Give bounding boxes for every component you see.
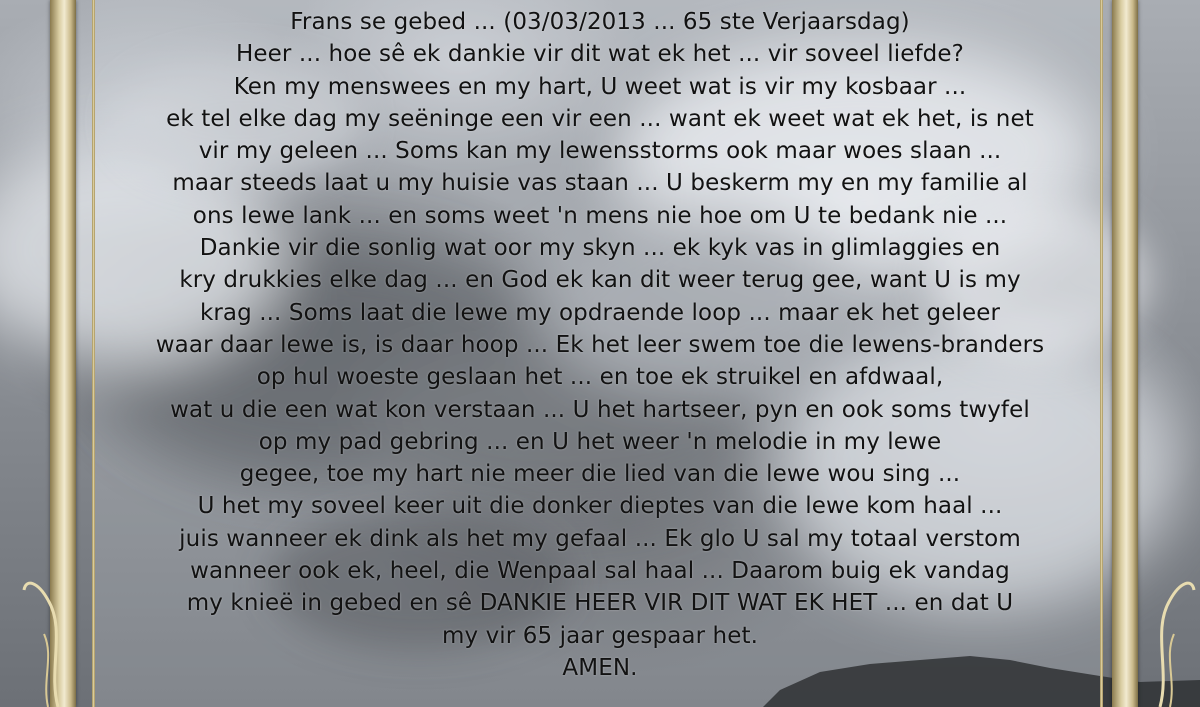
prayer-line: kry drukkies elke dag ... en God ek kan dit weer terug gee, want U is my <box>179 267 1021 294</box>
ornament-swirl-right-icon <box>1140 560 1200 707</box>
prayer-line: op my pad gebring ... en U het weer 'n melodie in my lewe <box>258 428 942 455</box>
prayer-closing: AMEN. <box>562 654 638 681</box>
prayer-line: Dankie vir die sonlig wat oor my skyn ... ek kyk vas in glimlaggies en <box>199 235 1001 262</box>
gold-border-left <box>92 0 95 707</box>
prayer-text <box>120 6 1080 684</box>
prayer-line: Ken my menswees en my hart, U weet wat is vir my kosbaar ... <box>233 73 967 100</box>
frame-post-right <box>1112 0 1138 707</box>
prayer-line: op hul woeste geslaan het ... en toe ek struikel en afdwaal, <box>256 364 944 391</box>
prayer-line: juis wanneer ek dink als het my gefaal ... Ek glo U sal my totaal verstom <box>179 525 1021 552</box>
prayer-line: wat u die een wat kon verstaan ... U het hartseer, pyn en ook soms twyfel <box>170 396 1030 423</box>
prayer-line: my vir 65 jaar gespaar het. <box>441 622 759 649</box>
prayer-line: krag ... Soms laat die lewe my opdraende loop ... maar ek het geleer <box>199 299 1001 326</box>
prayer-line: vir my geleen ... Soms kan my lewensstorms ook maar woes slaan ... <box>198 138 1002 165</box>
prayer-line: U het my soveel keer uit die donker dieptes van die lewe kom haal ... <box>197 493 1003 520</box>
prayer-line: maar steeds laat u my huisie vas staan ... U beskerm my en my familie al <box>172 170 1028 197</box>
prayer-line: wanneer ook ek, heel, die Wenpaal sal haal ... Daarom buig ek vandag <box>190 558 1010 585</box>
prayer-line: gegee, toe my hart nie meer die lied van die lewe wou sing ... <box>239 461 961 488</box>
prayer-title: Frans se gebed ... (03/03/2013 ... 65 ste Verjaarsdag) <box>290 9 910 35</box>
prayer-line: ek tel elke dag my seëninge een vir een ... want ek weet wat ek het, is net <box>166 105 1034 132</box>
prayer-line: my knieë in gebed en sê DANKIE HEER VIR DIT WAT EK HET ... en dat U <box>186 590 1014 617</box>
gold-border-right <box>1100 0 1103 707</box>
ornament-swirl-left-icon <box>18 560 78 707</box>
prayer-line: waar daar lewe is, is daar hoop ... Ek het leer swem toe die lewens-branders <box>155 331 1045 358</box>
prayer-line: Heer ... hoe sê ek dankie vir dit wat ek het ... vir soveel liefde? <box>236 41 964 68</box>
prayer-line: ons lewe lank ... en soms weet 'n mens nie hoe om U te bedank nie ... <box>192 202 1008 229</box>
